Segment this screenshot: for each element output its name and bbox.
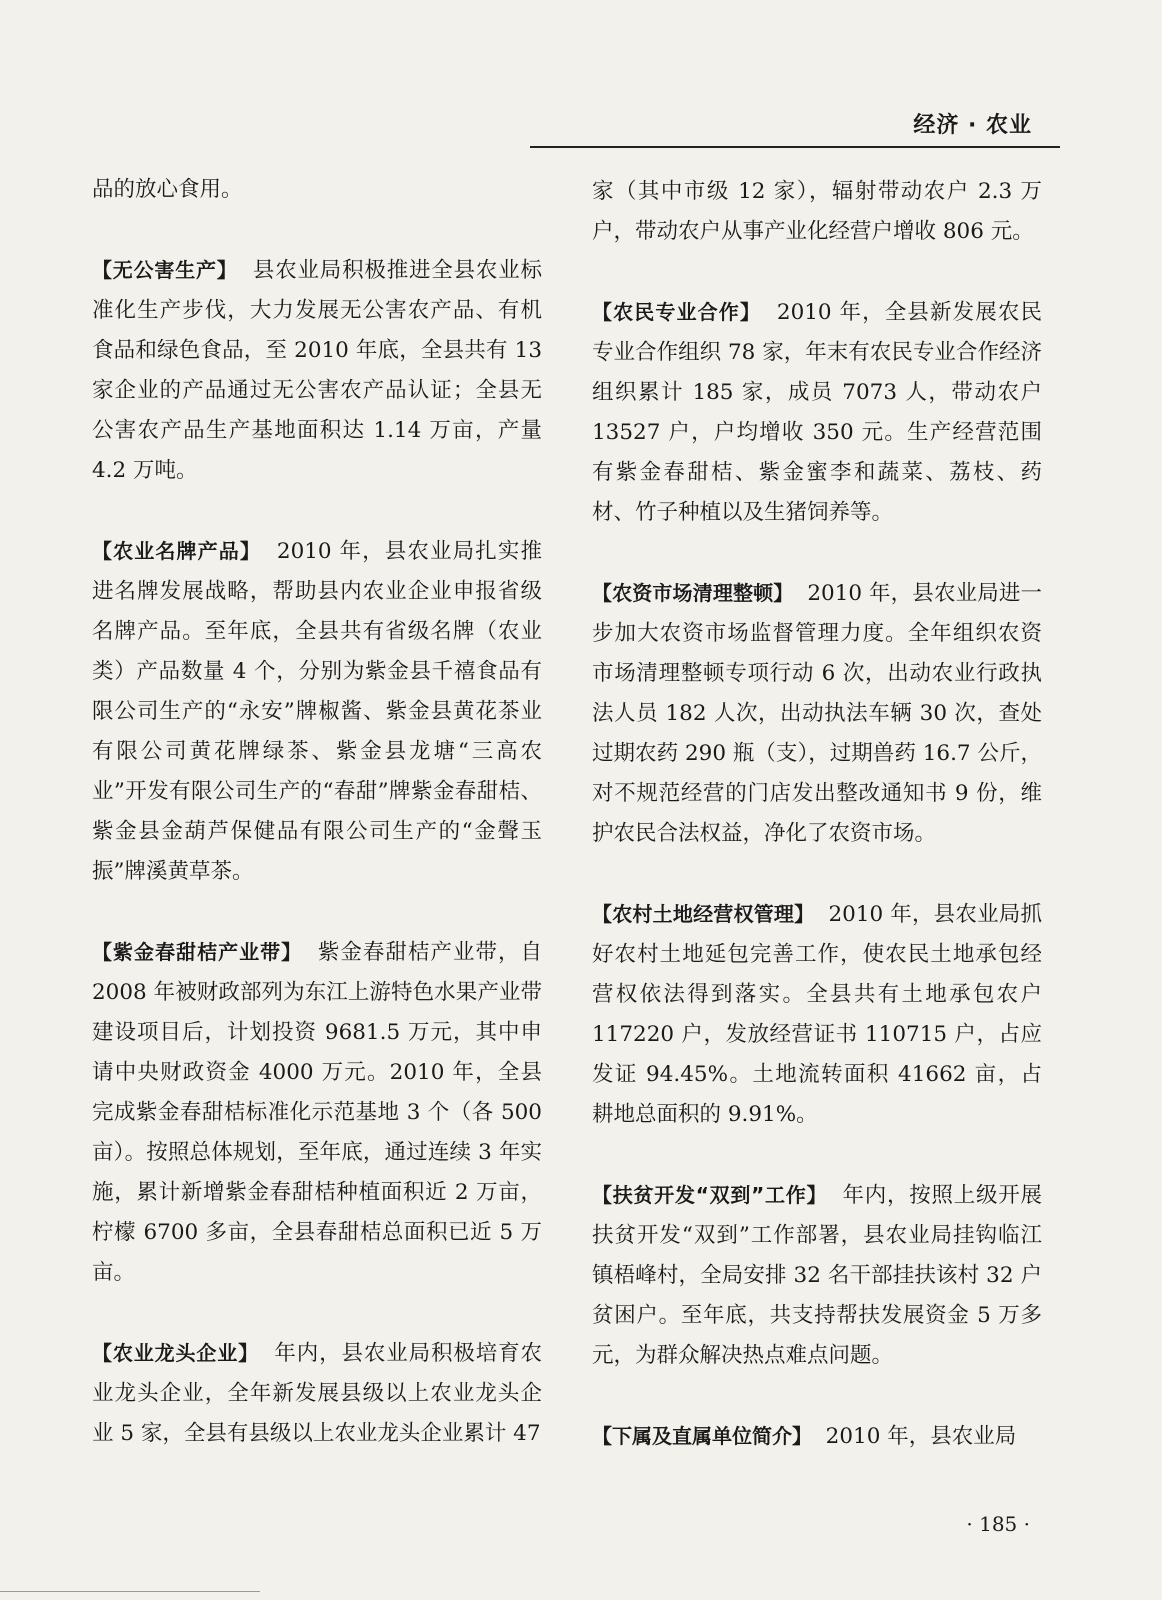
entry-wugonghai bbox=[92, 250, 542, 491]
left-intro-text: 品的放心食用。 bbox=[92, 177, 243, 202]
entry-body: 县农业局积极推进全县农业标准化生产步伐，大力发展无公害农产品、有机食品和绿色食品，至 2010 年底，全县共有 13 家企业的产品通过无公害农产品认证；全县无公害农产品生产基地面积达 1.14 万亩，产量 4.2 万吨。 bbox=[92, 258, 542, 483]
entry-xiashu bbox=[592, 1416, 1042, 1457]
entry-title: 【农业龙头企业】 bbox=[92, 1341, 259, 1365]
entry-title: 【农业名牌产品】 bbox=[92, 539, 261, 563]
entry-body: 年内，县农业局积极培育农业龙头企业，全年新发展县级以上农业龙头企业 5 家，全县有县级以上农业龙头企业累计 47 bbox=[92, 1341, 542, 1446]
entry-body: 2010 年，县农业局抓好农村土地延包完善工作，使农民土地承包经营权依法得到落实。全县共有土地承包农户 117220 户，发放经营证书 110715 户，占应发证 94.45%。土地流转面积 41662 亩，占耕地总面积的 9.91%。 bbox=[592, 902, 1043, 1127]
entry-mingpai bbox=[92, 531, 542, 892]
right-intro-text: 家（其中市级 12 家），辐射带动农户 2.3 万户，带动农户从事产业化经营户增收 806 元。 bbox=[592, 179, 1042, 244]
entry-title: 【农民专业合作】 bbox=[592, 300, 761, 324]
scan-edge-line bbox=[0, 1591, 260, 1592]
entry-title: 【紫金春甜桔产业带】 bbox=[92, 940, 303, 964]
left-column bbox=[92, 170, 542, 1494]
entry-title: 【下属及直属单位简介】 bbox=[592, 1424, 812, 1448]
entry-longtou bbox=[92, 1333, 542, 1454]
entry-nongzi bbox=[592, 573, 1042, 854]
right-intro-paragraph bbox=[592, 172, 1042, 252]
entry-title: 【无公害生产】 bbox=[92, 258, 238, 282]
left-intro-paragraph bbox=[92, 170, 542, 210]
entry-tudi bbox=[592, 894, 1042, 1135]
entry-title: 【扶贫开发“双到”工作】 bbox=[592, 1183, 828, 1207]
entry-body: 2010 年，县农业局扎实推进名牌发展战略，帮助县内农业企业申报省级名牌产品。至年底，全县共有省级名牌（农业类）产品数量 4 个，分别为紫金县千禧食品有限公司生产的“永安”牌椒酱、紫金县黄花茶业有限公司黄花牌绿茶、紫金县龙塘“三高农业”开发有限公司生产的“春甜”牌紫金春甜桔、紫金县金葫芦保健品有限公司生产的“金聲玉振”牌溪黄草茶。 bbox=[92, 539, 543, 884]
entry-chuntianju bbox=[92, 932, 542, 1293]
entry-body: 2010 年，县农业局进一步加大农资市场监督管理力度。全年组织农资市场清理整顿专项行动 6 次，出动农业行政执法人员 182 人次，出动执法车辆 30 次，查处过期农药 290 瓶（支），过期兽药 16.7 公斤，对不规范经营的门店发出整改通知书 9 份，维护农民合法权益，净化了农资市场。 bbox=[592, 581, 1043, 846]
page-number: · 185 · bbox=[966, 1512, 1030, 1536]
entry-hezuo bbox=[592, 292, 1042, 533]
header-rule bbox=[530, 146, 1060, 148]
entry-title: 【农资市场清理整顿】 bbox=[592, 581, 794, 605]
entry-fupin bbox=[592, 1175, 1042, 1376]
entry-body: 2010 年，县农业局 bbox=[825, 1424, 1017, 1449]
entry-title: 【农村土地经营权管理】 bbox=[592, 902, 815, 926]
right-column bbox=[592, 172, 1042, 1497]
section-header: 经济 · 农业 bbox=[913, 113, 1032, 138]
entry-body: 2010 年，全县新发展农民专业合作组织 78 家，年末有农民专业合作经济组织累计 185 家，成员 7073 人，带动农户 13527 户，户均增收 350 元。生产经营范围有紫金春甜桔、紫金蜜李和蔬菜、荔枝、药材、竹子种植以及生猪饲养等。 bbox=[592, 300, 1043, 525]
entry-body: 年内，按照上级开展扶贫开发“双到”工作部署，县农业局挂钩临江镇梧峰村，全局安排 32 名干部挂扶该村 32 户贫困户。至年底，共支持帮扶发展资金 5 万多元，为群众解决热点难点问题。 bbox=[592, 1183, 1042, 1368]
entry-body: 紫金春甜桔产业带，自 2008 年被财政部列为东江上游特色水果产业带建设项目后，计划投资 9681.5 万元，其中申请中央财政资金 4000 万元。2010 年，全县完成紫金春甜桔标准化示范基地 3 个（各 500 亩）。按照总体规划，至年底，通过连续 3 年实施，累计新增紫金春甜桔种植面积近 2 万亩，柠檬 6700 多亩，全县春甜桔总面积已近 5 万亩。 bbox=[92, 940, 542, 1285]
